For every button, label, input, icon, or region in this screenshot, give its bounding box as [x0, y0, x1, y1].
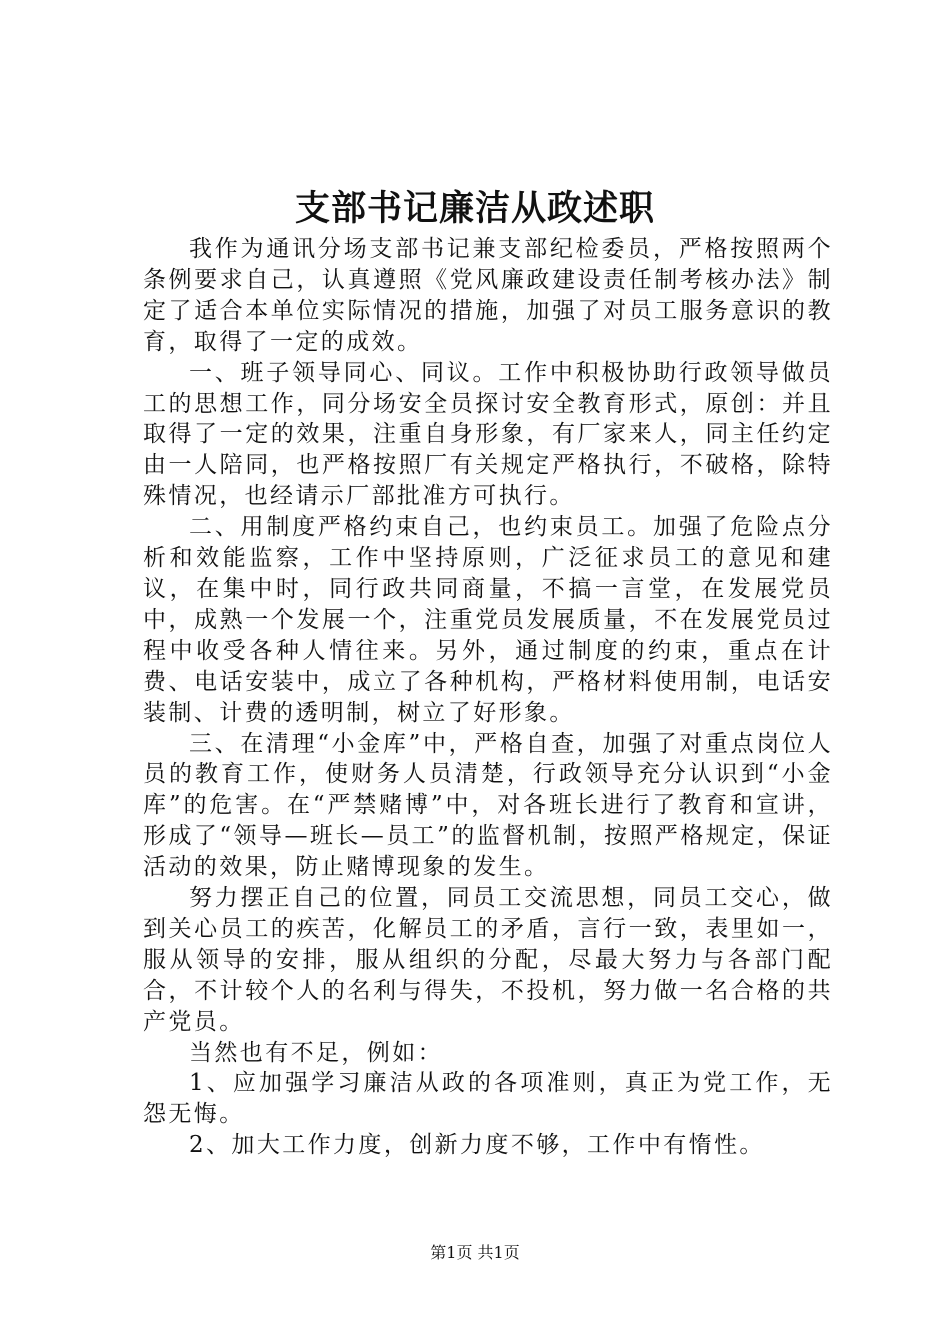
paragraph-self-positioning: 努力摆正自己的位置，同员工交流思想，同员工交心，做到关心员工的疾苦，化解员工的矛盾，言行一致，表里如一，服从领导的安排，服从组织的分配，尽最大努力与各部门配合，不计较个人的名利与得失，不投机，努力做一名合格的共产党员。 — [143, 885, 833, 1035]
paragraph-section-three: 三、在清理“小金库”中，严格自查，加强了对重点岗位人员的教育工作，使财务人员清楚，行政领导充分认识到“小金库”的危害。在“严禁赌博”中，对各班长进行了教育和宣讲，形成了“领导—班长—员工”的监督机制，按照严格规定，保证活动的效果，防止赌博现象的发生。 — [143, 730, 833, 881]
paragraph-intro: 我作为通讯分场支部书记兼支部纪检委员，严格按照两个条例要求自己，认真遵照《党风廉政建设责任制考核办法》制定了适合本单位实际情况的措施，加强了对员工服务意识的教育，取得了一定的成效。 — [143, 236, 833, 355]
paragraph-section-one: 一、班子领导同心、同议。工作中积极协助行政领导做员工的思想工作，同分场安全员探讨安全教育形式，原创：并且取得了一定的效果，注重自身形象，有厂家来人，同主任约定由一人陪同，也严格按照厂有关规定严格执行，不破格，除特殊情况，也经请示厂部批准方可执行。 — [143, 359, 833, 510]
paragraph-shortcomings-intro: 当然也有不足，例如： — [189, 1039, 443, 1066]
paragraph-shortcoming-one: 1、应加强学习廉洁从政的各项准则，真正为党工作，无怨无悔。 — [143, 1070, 833, 1128]
page-footer: 第1页 共1页 — [430, 1243, 520, 1262]
paragraph-shortcoming-two: 2、加大工作力度，创新力度不够，工作中有惰性。 — [189, 1132, 765, 1159]
paragraph-section-two: 二、用制度严格约束自己，也约束员工。加强了危险点分析和效能监察，工作中坚持原则，广泛征求员工的意见和建议，在集中时，同行政共同商量，不搞一言堂，在发展党员中，成熟一个发展一个，注重党员发展质量，不在发展党员过程中收受各种人情往来。另外，通过制度的约束，重点在计费、电话安装中，成立了各种机构，严格材料使用制，电话安装制、计费的透明制，树立了好形象。 — [143, 514, 833, 726]
document-title: 支部书记廉洁从政述职 — [294, 188, 655, 229]
document-body — [143, 234, 833, 1161]
